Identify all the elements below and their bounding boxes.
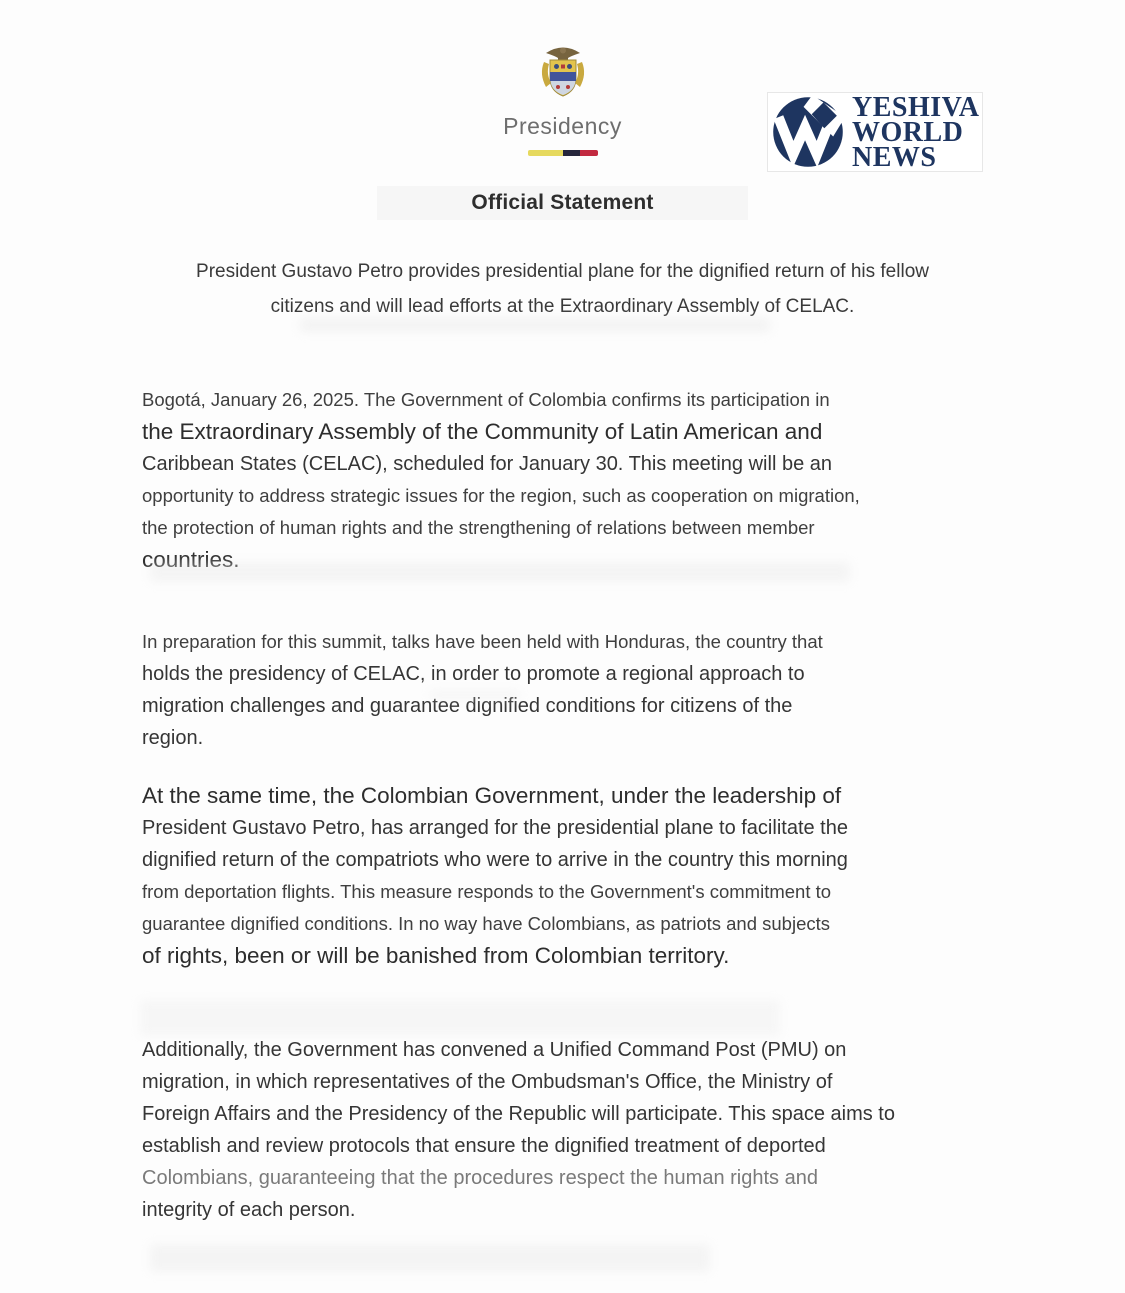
ywn-wordmark [852, 91, 980, 173]
statement-title: Official Statement [377, 186, 747, 220]
text-line: from deportation flights. This measure responds to the Government's commitment to [142, 881, 832, 902]
flag-red-segment [580, 150, 598, 156]
agency-name: Presidency [503, 113, 622, 139]
text-line: region. [142, 727, 204, 749]
colombia-coat-of-arms-icon [538, 44, 588, 104]
headline: President Gustavo Petro provides presidential plane for the dignified return of his fellow citizens and will lead efforts at the Extraordinary Assembly of CELAC. [196, 261, 929, 317]
text-line: the protection of human rights and the strengthening of relations between member [142, 517, 815, 538]
text-line: Colombians, guaranteeing that the procedures respect the human rights and [142, 1167, 818, 1189]
text-line: migration, in which representatives of the Ombudsman's Office, the Ministry of [142, 1071, 833, 1093]
text-line: countries. [142, 547, 240, 572]
ywn-word-yeshiva: YESHIVA [852, 91, 980, 123]
text-line: Foreign Affairs and the Presidency of the Republic will participate. This space aims to [142, 1103, 895, 1125]
text-line: opportunity to address strategic issues for the region, such as cooperation on migration, [142, 485, 860, 506]
text-line: holds the presidency of CELAC, in order to promote a regional approach to [142, 663, 805, 685]
text-line: establish and review protocols that ensure the dignified treatment of deported [142, 1135, 826, 1157]
text-line: integrity of each person. [142, 1199, 356, 1221]
text-line: dignified return of the compatriots who were to arrive in the country this morning [142, 849, 848, 871]
paragraph [142, 384, 997, 576]
text-line: At the same time, the Colombian Government, under the leadership of [142, 783, 842, 808]
text-line: migration challenges and guarantee dignified conditions for citizens of the [142, 695, 793, 717]
text-line: of rights, been or will be banished from Colombian territory. [142, 943, 730, 968]
flag-navy-segment [563, 150, 581, 156]
colombia-flag-strip [528, 150, 598, 156]
text-line: In preparation for this summit, talks have been held with Honduras, the country that [142, 631, 823, 652]
ywn-w-monogram-icon [771, 95, 845, 169]
text-line: the Extraordinary Assembly of the Community of Latin American and [142, 419, 823, 444]
statement-body [142, 384, 997, 1226]
statement-title-row [0, 186, 1125, 220]
flag-yellow-segment [528, 150, 563, 156]
text-line: President Gustavo Petro, has arranged for the presidential plane to facilitate the [142, 817, 848, 839]
ywn-word-news: NEWS [852, 141, 937, 173]
ywn-word-world: WORLD [852, 116, 964, 148]
paragraph [142, 1034, 997, 1226]
scan-artifact [150, 1244, 710, 1272]
paragraph [142, 780, 997, 972]
text-line: Additionally, the Government has convened a Unified Command Post (PMU) on [142, 1039, 847, 1061]
text-line: Caribbean States (CELAC), scheduled for January 30. This meeting will be an [142, 453, 832, 475]
text-line: guarantee dignified conditions. In no way have Colombians, as patriots and subjects [142, 913, 831, 934]
paragraph [142, 626, 997, 754]
yeshiva-world-news-logo [767, 92, 983, 172]
text-line: Bogotá, January 26, 2025. The Government of Colombia confirms its participation in [142, 389, 830, 410]
